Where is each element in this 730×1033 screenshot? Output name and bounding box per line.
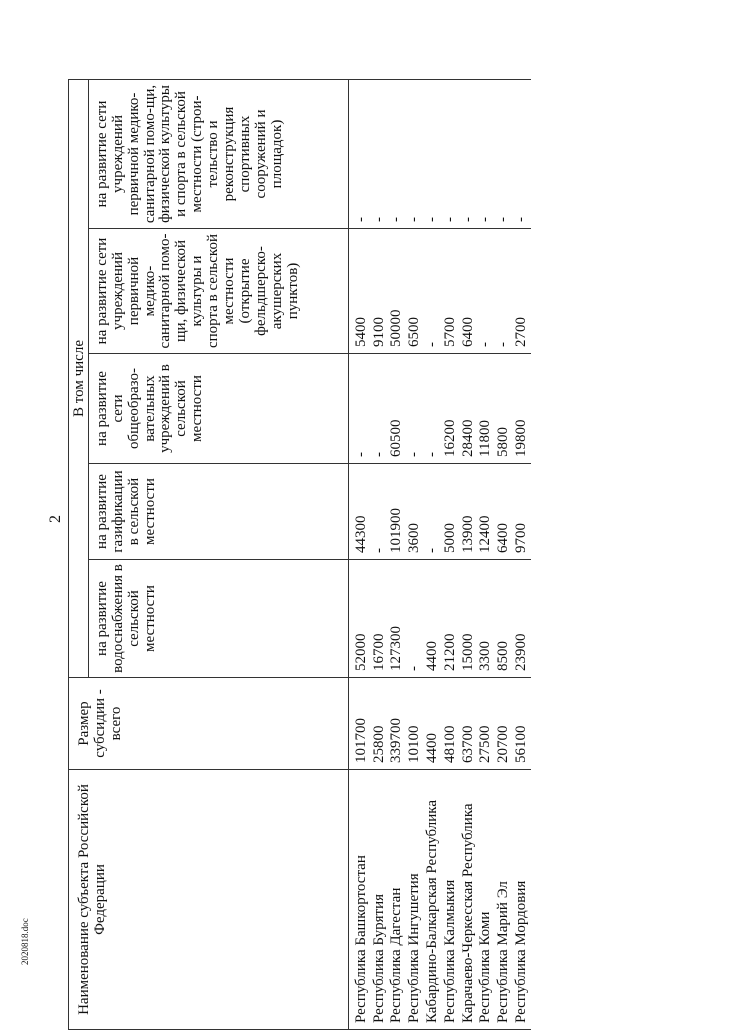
medical-value: - — [495, 229, 513, 354]
region-name: Республика Калмыкия — [442, 770, 460, 1030]
region-name: Республика Ингушетия — [406, 770, 424, 1030]
gas-value: 12400 — [477, 464, 495, 560]
gas-value: - — [371, 464, 389, 560]
region-name: Кабардино-Балкарская Республика — [424, 770, 442, 1030]
sports-value: - — [371, 79, 389, 228]
medical-value: 5700 — [442, 229, 460, 354]
gas-value: 9700 — [513, 464, 531, 560]
region-name: Республика Дагестан — [388, 770, 406, 1030]
region-name: Республика Марий Эл — [495, 770, 513, 1030]
total-value: 56100 — [513, 678, 531, 770]
region-name: Карачаево-Черкесская Республика — [460, 770, 478, 1030]
header-name: Наименование субъекта Российской Федерации — [69, 770, 349, 1030]
schools-value: 16200 — [442, 354, 460, 464]
medical-value: 2700 — [513, 229, 531, 354]
header-row-1 — [69, 79, 89, 1029]
gas-value: 101900 — [388, 464, 406, 560]
total-value: 48100 — [442, 678, 460, 770]
total-value: 25800 — [371, 678, 389, 770]
sports-value: - — [348, 79, 370, 228]
subheader-sports-facilities: на развитие сети учреждений первичной медико-санитарной помо-щи, физической культуры и спорта в сельской местности (строи-тельство и реконструкция спортивных сооружений и площадок) — [88, 79, 348, 228]
schools-value: - — [406, 354, 424, 464]
subheader-medical-points: на развитие сети учреждений первичной медико-санитарной помо-щи, физической культуры и спорта в сельской местности (открытие фельдшерско-акушерских пунктов) — [88, 229, 348, 354]
schools-value: 28400 — [460, 354, 478, 464]
rotated-page-content — [68, 80, 658, 1030]
medical-value: 6500 — [406, 229, 424, 354]
gas-value: 13900 — [460, 464, 478, 560]
table-row — [406, 79, 424, 1029]
gas-value: - — [424, 464, 442, 560]
gas-value: 5000 — [442, 464, 460, 560]
total-value: 27500 — [477, 678, 495, 770]
table-row — [460, 79, 478, 1029]
subheader-water: на развитие водоснабжения в сельской местности — [88, 560, 348, 678]
sports-value: - — [477, 79, 495, 228]
schools-value: - — [371, 354, 389, 464]
medical-value: - — [424, 229, 442, 354]
water-value: 23900 — [513, 560, 531, 678]
total-value: 339700 — [388, 678, 406, 770]
sports-value: - — [495, 79, 513, 228]
water-value: 4400 — [424, 560, 442, 678]
table-row — [477, 79, 495, 1029]
page-number: 2 — [47, 515, 64, 523]
schools-value: - — [348, 354, 370, 464]
schools-value: 5800 — [495, 354, 513, 464]
water-value: 16700 — [371, 560, 389, 678]
water-value: - — [406, 560, 424, 678]
document-filename: 2020818.doc — [20, 918, 30, 965]
water-value: 52000 — [348, 560, 370, 678]
sports-value: - — [513, 79, 531, 228]
water-value: 8500 — [495, 560, 513, 678]
medical-value: 6400 — [460, 229, 478, 354]
region-name: Республика Бурятия — [371, 770, 389, 1030]
medical-value: - — [477, 229, 495, 354]
schools-value: 60500 — [388, 354, 406, 464]
header-group: В том числе — [69, 79, 89, 677]
total-value: 10100 — [406, 678, 424, 770]
schools-value: 11800 — [477, 354, 495, 464]
schools-value: 19800 — [513, 354, 531, 464]
table-row — [348, 79, 370, 1029]
total-value: 63700 — [460, 678, 478, 770]
subsidy-table — [68, 79, 531, 1030]
region-name: Республика Башкортостан — [348, 770, 370, 1030]
water-value: 3300 — [477, 560, 495, 678]
gas-value: 44300 — [348, 464, 370, 560]
sports-value: - — [406, 79, 424, 228]
sports-value: - — [460, 79, 478, 228]
header-total: Размер субсидии - всего — [69, 678, 349, 770]
sports-value: - — [424, 79, 442, 228]
table-row — [495, 79, 513, 1029]
table-row — [388, 79, 406, 1029]
total-value: 20700 — [495, 678, 513, 770]
subheader-schools: на развитие сети общеобразо-вательных учреждений в сельской местности — [88, 354, 348, 464]
total-value: 4400 — [424, 678, 442, 770]
table-row — [513, 79, 531, 1029]
medical-value: 5400 — [348, 229, 370, 354]
table-row — [442, 79, 460, 1029]
water-value: 21200 — [442, 560, 460, 678]
region-name: Республика Мордовия — [513, 770, 531, 1030]
water-value: 15000 — [460, 560, 478, 678]
gas-value: 3600 — [406, 464, 424, 560]
region-name: Республика Коми — [477, 770, 495, 1030]
sports-value: - — [388, 79, 406, 228]
table-row — [371, 79, 389, 1029]
subheader-gas: на развитие газификации в сельской местности — [88, 464, 348, 560]
medical-value: 50000 — [388, 229, 406, 354]
medical-value: 9100 — [371, 229, 389, 354]
gas-value: 6400 — [495, 464, 513, 560]
schools-value: - — [424, 354, 442, 464]
total-value: 101700 — [348, 678, 370, 770]
water-value: 127300 — [388, 560, 406, 678]
table-row — [424, 79, 442, 1029]
sports-value: - — [442, 79, 460, 228]
